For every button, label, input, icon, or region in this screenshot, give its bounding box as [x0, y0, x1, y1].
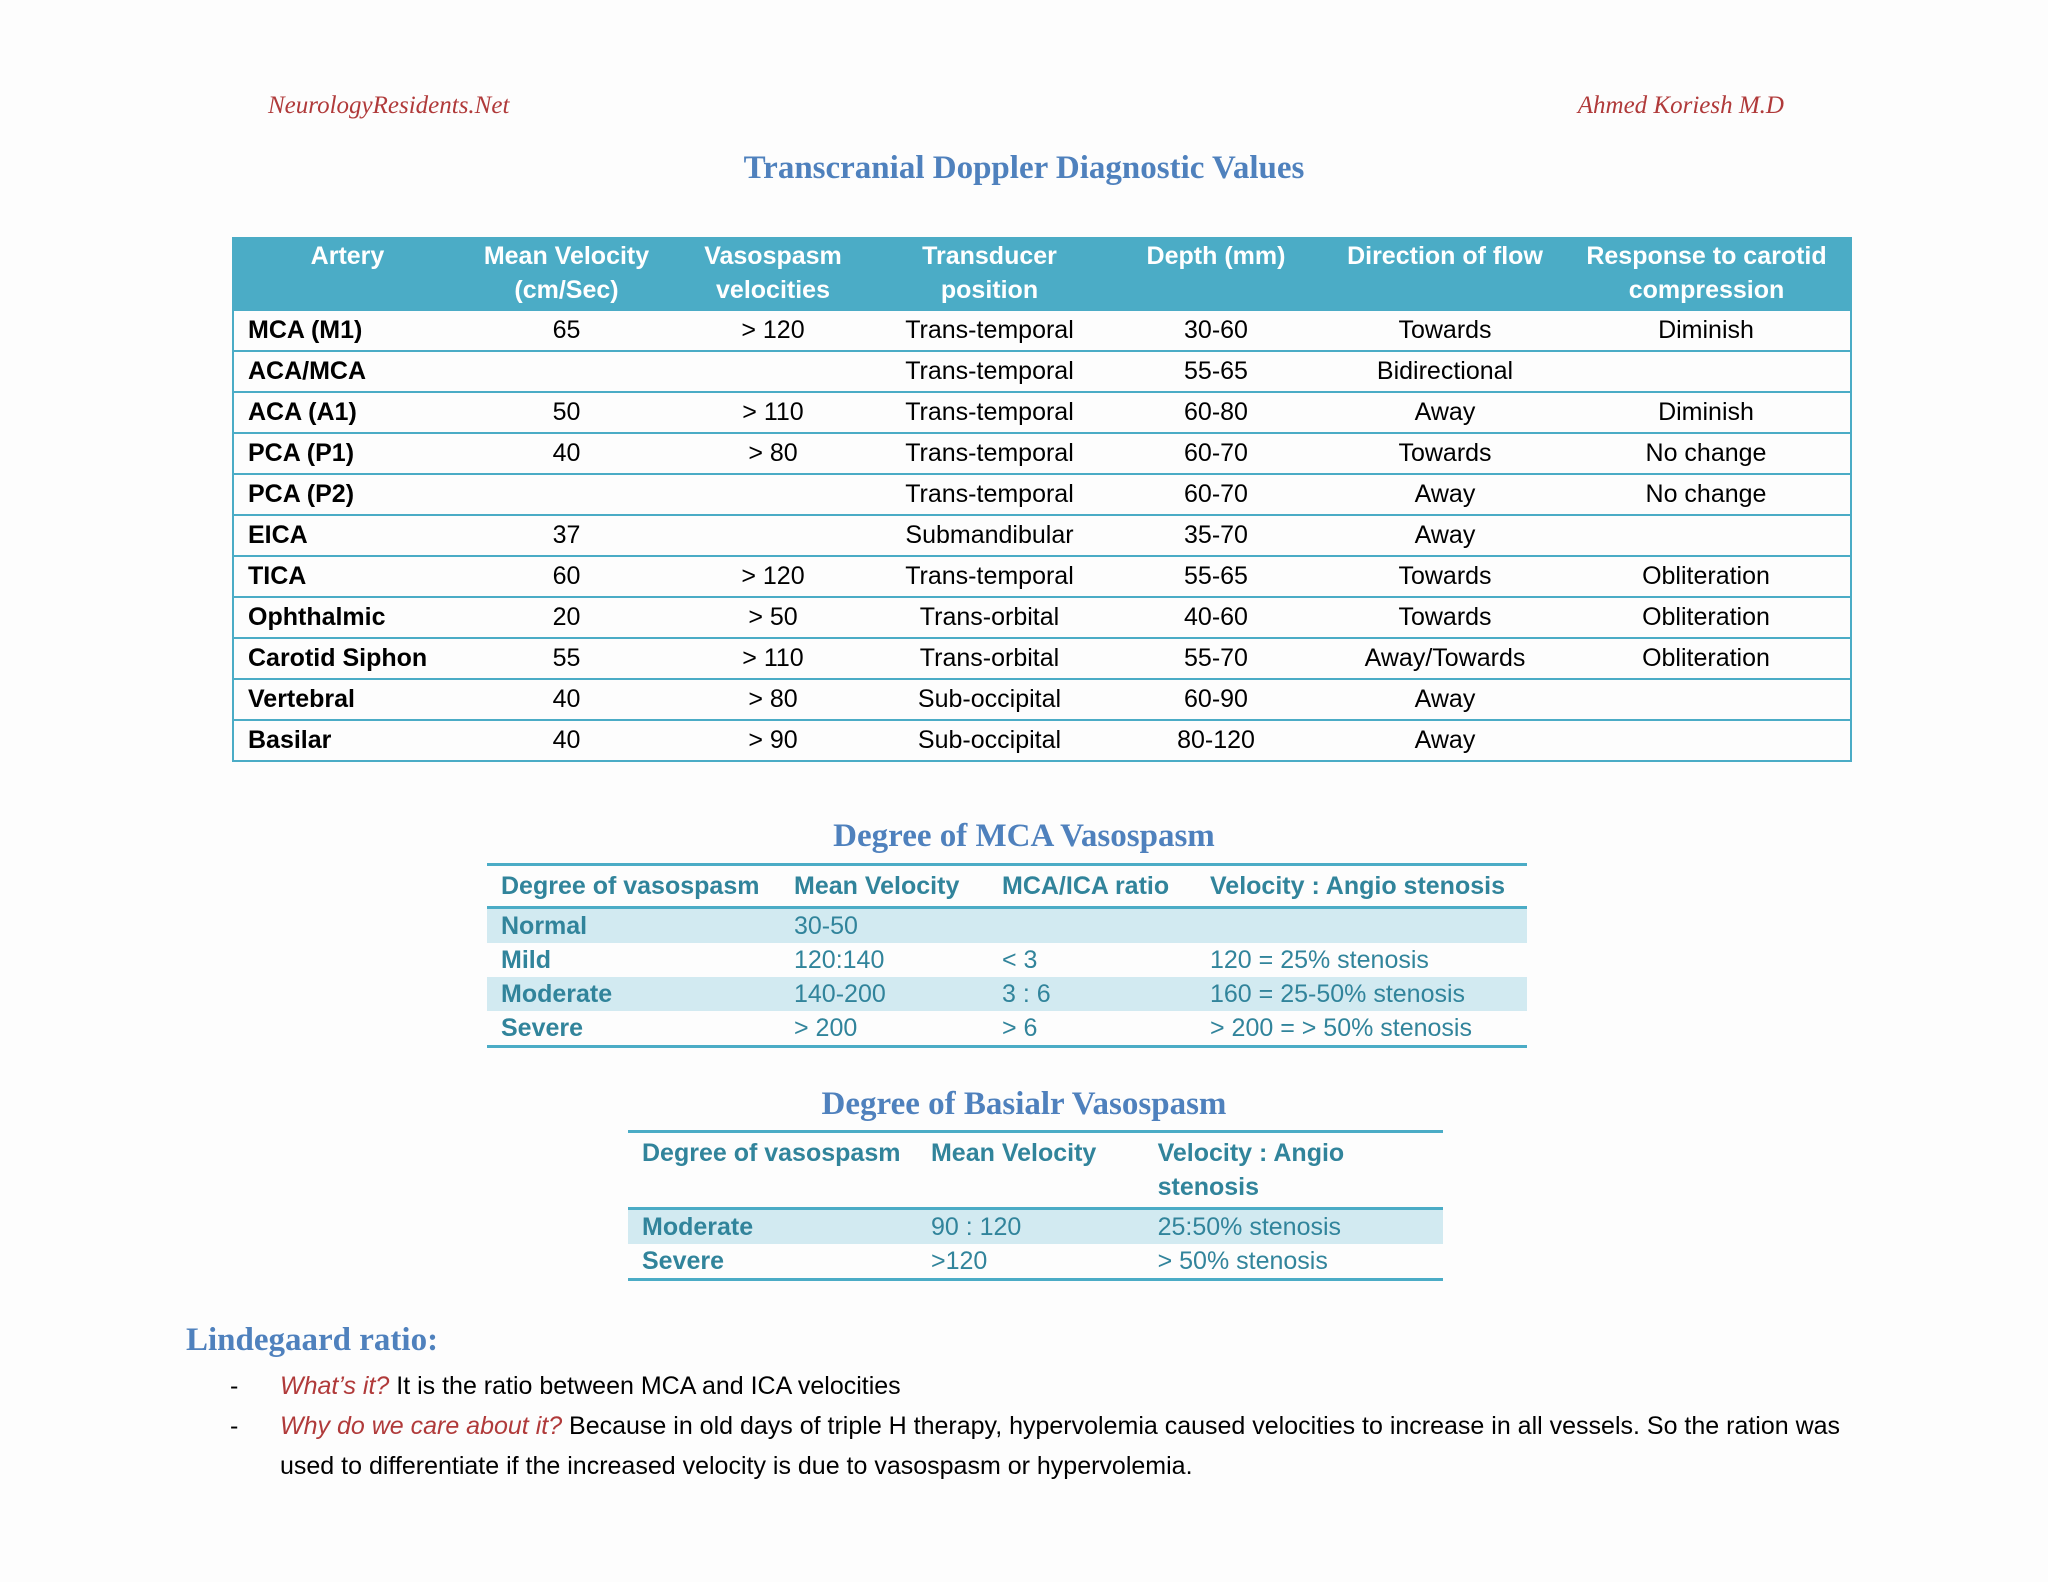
column-header: MCA/ICA ratio — [988, 865, 1196, 908]
author-name: Ahmed Koriesh M.D — [1577, 92, 1784, 119]
table-cell — [1196, 908, 1527, 944]
bullet-text: Because in old days of triple H therapy, hypervolemia caused velocities to increase in all vessels. So the ration was used to differentiate if the increased velocity is due to vasospasm or hypervolemia. — [280, 1412, 1841, 1480]
table-cell — [671, 474, 875, 515]
site-name: NeurologyResidents.Net — [268, 92, 510, 119]
table-cell: 60 — [462, 556, 671, 597]
table-row — [233, 474, 1851, 515]
table-cell: > 80 — [671, 433, 875, 474]
table-cell: Trans-temporal — [875, 392, 1104, 433]
table-cell: 140-200 — [780, 977, 988, 1011]
table-cell: > 110 — [671, 392, 875, 433]
column-header: Vasospasm velocities — [671, 238, 875, 310]
table-cell — [1562, 679, 1851, 720]
table-cell: < 3 — [1002, 946, 1038, 974]
table-cell: Trans-temporal — [875, 474, 1104, 515]
column-header: Transducer position — [875, 238, 1104, 310]
table-cell: Obliteration — [1562, 556, 1851, 597]
table-cell: TICA — [233, 556, 462, 597]
table-cell: 80-120 — [1104, 720, 1328, 761]
table-row — [233, 638, 1851, 679]
table-cell: Mild — [501, 946, 551, 974]
column-header: Depth (mm) — [1104, 238, 1328, 310]
table-cell: > 90 — [671, 720, 875, 761]
table-header-row — [233, 238, 1851, 310]
table-cell: 160 = 25-50% stenosis — [1196, 977, 1527, 1011]
table-row — [487, 943, 1527, 977]
table-cell: 60-70 — [1104, 433, 1328, 474]
column-header: Mean Velocity — [780, 865, 988, 908]
table-cell: 90 : 120 — [917, 1209, 1144, 1245]
table-cell: > 120 — [671, 310, 875, 351]
mca-vasospasm-table — [487, 863, 1527, 1048]
table-row — [233, 597, 1851, 638]
column-header: Degree of vasospasm — [628, 1132, 917, 1209]
table-cell: Trans-temporal — [875, 351, 1104, 392]
table-cell: 40 — [462, 433, 671, 474]
table-cell: 120:140 — [794, 946, 885, 974]
table-cell: Bidirectional — [1328, 351, 1562, 392]
table-cell: ACA/MCA — [233, 351, 462, 392]
table-row — [233, 679, 1851, 720]
table-cell — [671, 515, 875, 556]
column-header: Mean Velocity — [917, 1132, 1144, 1209]
table-cell: 60-70 — [1104, 474, 1328, 515]
table-row — [233, 310, 1851, 351]
page-title: Transcranial Doppler Diagnostic Values — [743, 150, 1305, 186]
table-cell: 60-90 — [1104, 679, 1328, 720]
basilar-section-title: Degree of Basialr Vasospasm — [821, 1086, 1227, 1122]
table-cell: >120 — [917, 1244, 1144, 1280]
table-cell: 25:50% stenosis — [1144, 1209, 1443, 1245]
table-cell: Away/Towards — [1328, 638, 1562, 679]
table-cell: Sub-occipital — [875, 679, 1104, 720]
table-row — [628, 1244, 1443, 1280]
bullet-question: What’s it? — [280, 1372, 390, 1400]
table-cell — [462, 474, 671, 515]
column-header: Mean Velocity (cm/Sec) — [462, 238, 671, 310]
bullet-question: Why do we care about it? — [280, 1412, 563, 1440]
column-header: Velocity : Angio stenosis — [1144, 1132, 1443, 1209]
table-cell: 55-65 — [1104, 556, 1328, 597]
table-row — [487, 977, 1527, 1011]
table-cell — [462, 351, 671, 392]
table-cell: Diminish — [1562, 392, 1851, 433]
table-cell: Away — [1328, 679, 1562, 720]
table-cell: Towards — [1328, 556, 1562, 597]
table-cell: Submandibular — [875, 515, 1104, 556]
table-cell: PCA (P2) — [233, 474, 462, 515]
column-header: Response to carotid compression — [1562, 238, 1851, 310]
column-header: Artery — [233, 238, 462, 310]
lindegaard-heading: Lindegaard ratio: — [186, 1322, 439, 1358]
table-cell: 3 : 6 — [988, 977, 1196, 1011]
table-row — [487, 908, 1527, 944]
table-cell: No change — [1562, 474, 1851, 515]
table-cell: Trans-temporal — [875, 433, 1104, 474]
table-cell: Trans-temporal — [875, 556, 1104, 597]
table-row — [233, 351, 1851, 392]
table-cell: > 200 — [780, 1011, 988, 1047]
table-cell: Trans-orbital — [875, 638, 1104, 679]
table-cell: Trans-orbital — [875, 597, 1104, 638]
table-cell: Ophthalmic — [233, 597, 462, 638]
bullet-dash: - — [230, 1412, 239, 1440]
table-cell: Severe — [628, 1244, 917, 1280]
table-cell: Carotid Siphon — [233, 638, 462, 679]
table-cell: 40 — [462, 720, 671, 761]
table-row — [487, 1011, 1527, 1047]
table-cell: 37 — [462, 515, 671, 556]
table-cell: Away — [1328, 720, 1562, 761]
tcd-values-table — [232, 237, 1852, 762]
table-cell: Away — [1328, 515, 1562, 556]
table-row — [628, 1209, 1443, 1245]
table-cell — [988, 908, 1196, 944]
table-cell — [1562, 720, 1851, 761]
table-cell: 35-70 — [1104, 515, 1328, 556]
table-cell: 40 — [462, 679, 671, 720]
table-cell: > 200 = > 50% stenosis — [1196, 1011, 1527, 1047]
table-header-row — [487, 865, 1527, 908]
table-cell: > 120 — [671, 556, 875, 597]
mca-section-title: Degree of MCA Vasospasm — [833, 818, 1215, 854]
table-cell: 50 — [462, 392, 671, 433]
table-cell: 30-60 — [1104, 310, 1328, 351]
table-cell: 120 = 25% stenosis — [1210, 946, 1429, 974]
table-row — [233, 392, 1851, 433]
table-cell: > 50% stenosis — [1144, 1244, 1443, 1280]
table-cell: EICA — [233, 515, 462, 556]
bullet-text: It is the ratio between MCA and ICA velocities — [389, 1372, 901, 1400]
table-cell: 55-70 — [1104, 638, 1328, 679]
table-cell: > 80 — [671, 679, 875, 720]
table-cell: PCA (P1) — [233, 433, 462, 474]
table-header-row — [628, 1132, 1443, 1209]
table-cell — [671, 351, 875, 392]
table-cell: 40-60 — [1104, 597, 1328, 638]
table-cell: 30-50 — [780, 908, 988, 944]
table-cell — [1562, 351, 1851, 392]
table-cell: Away — [1328, 392, 1562, 433]
table-cell: Moderate — [487, 977, 780, 1011]
table-cell: > 50 — [671, 597, 875, 638]
basilar-vasospasm-table — [628, 1130, 1443, 1281]
table-row — [233, 515, 1851, 556]
column-header: Velocity : Angio stenosis — [1196, 865, 1527, 908]
table-cell: Towards — [1328, 310, 1562, 351]
table-cell: MCA (M1) — [233, 310, 462, 351]
table-cell: Normal — [487, 908, 780, 944]
table-cell: No change — [1562, 433, 1851, 474]
table-cell: ACA (A1) — [233, 392, 462, 433]
table-cell: 55 — [462, 638, 671, 679]
table-cell: Moderate — [628, 1209, 917, 1245]
table-cell: 55-65 — [1104, 351, 1328, 392]
table-cell: Basilar — [233, 720, 462, 761]
table-cell: 65 — [462, 310, 671, 351]
table-row — [233, 556, 1851, 597]
table-cell: Diminish — [1562, 310, 1851, 351]
table-row — [233, 433, 1851, 474]
column-header: Direction of flow — [1328, 238, 1562, 310]
table-cell: Trans-temporal — [875, 310, 1104, 351]
column-header: Degree of vasospasm — [487, 865, 780, 908]
table-cell: > 6 — [988, 1011, 1196, 1047]
table-cell: Vertebral — [233, 679, 462, 720]
table-cell: Sub-occipital — [875, 720, 1104, 761]
bullet-dash: - — [230, 1372, 239, 1400]
table-cell: Away — [1328, 474, 1562, 515]
table-cell: Severe — [487, 1011, 780, 1047]
table-cell: 60-80 — [1104, 392, 1328, 433]
table-cell — [1562, 515, 1851, 556]
table-cell: > 110 — [671, 638, 875, 679]
table-cell: Towards — [1328, 597, 1562, 638]
table-cell: Obliteration — [1562, 597, 1851, 638]
table-cell: Obliteration — [1562, 638, 1851, 679]
table-cell: 20 — [462, 597, 671, 638]
table-cell: Towards — [1328, 433, 1562, 474]
table-row — [233, 720, 1851, 761]
